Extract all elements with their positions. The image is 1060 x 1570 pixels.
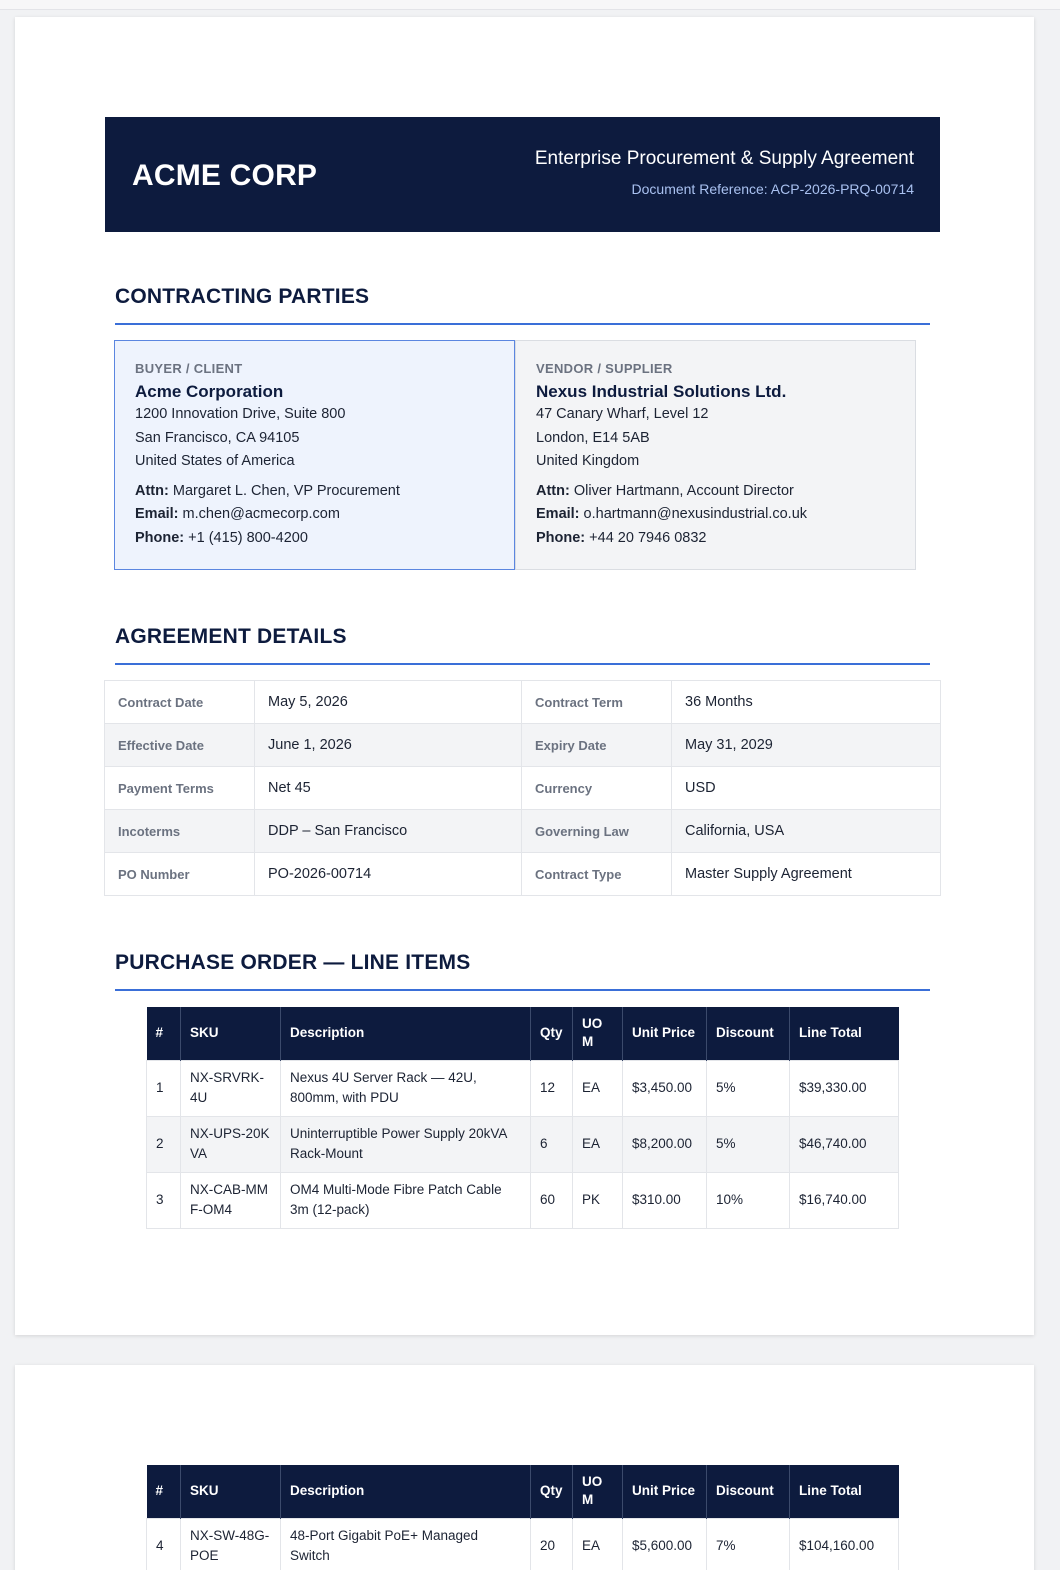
company-brand: ACME CORP bbox=[132, 159, 318, 192]
item-sku: NX-SRVRK-4U bbox=[181, 1060, 281, 1116]
buyer-address-line: United States of America bbox=[135, 453, 295, 469]
buyer-contact bbox=[135, 480, 494, 551]
item-discount: 5% bbox=[707, 1116, 790, 1172]
item-description: OM4 Multi-Mode Fibre Patch Cable 3m (12-pack) bbox=[281, 1172, 531, 1228]
item-line-total: $39,330.00 bbox=[790, 1060, 899, 1116]
line-items-table-continued bbox=[146, 1465, 899, 1570]
document-reference: Document Reference: ACP-2026-PRQ-00714 bbox=[631, 181, 914, 197]
col-header-unit-price: Unit Price bbox=[623, 1465, 707, 1518]
item-uom: PK bbox=[573, 1172, 623, 1228]
detail-value: DDP – San Francisco bbox=[255, 810, 522, 853]
col-header-description: Description bbox=[281, 1007, 531, 1060]
email-label: Email: bbox=[536, 506, 580, 522]
item-uom: EA bbox=[573, 1116, 623, 1172]
item-qty: 12 bbox=[531, 1060, 573, 1116]
detail-label: Expiry Date bbox=[522, 724, 672, 767]
item-discount: 10% bbox=[707, 1172, 790, 1228]
vendor-address-line: United Kingdom bbox=[536, 453, 640, 469]
phone-label: Phone: bbox=[135, 529, 185, 546]
section-title-details: AGREEMENT DETAILS bbox=[115, 625, 930, 665]
col-header-discount: Discount bbox=[707, 1007, 790, 1060]
vendor-email[interactable]: o.hartmann@nexusindustrial.co.uk bbox=[583, 506, 808, 522]
detail-label: Incoterms bbox=[105, 810, 255, 853]
details-row bbox=[105, 724, 941, 767]
buyer-email[interactable]: m.chen@acmecorp.com bbox=[182, 506, 340, 522]
detail-value: Net 45 bbox=[255, 767, 522, 810]
col-header-discount: Discount bbox=[707, 1465, 790, 1518]
item-unit-price: $3,450.00 bbox=[623, 1060, 707, 1116]
col-header-line-total: Line Total bbox=[790, 1007, 899, 1060]
details-row bbox=[105, 767, 941, 810]
buyer-phone: +1 (415) 800-4200 bbox=[188, 529, 308, 546]
item-uom: EA bbox=[573, 1060, 623, 1116]
detail-label: Governing Law bbox=[522, 810, 672, 853]
attn-label: Attn: bbox=[135, 482, 169, 499]
detail-value: California, USA bbox=[672, 810, 941, 853]
col-header-unit-price: Unit Price bbox=[623, 1007, 707, 1060]
vendor-card bbox=[515, 340, 916, 570]
header-banner bbox=[105, 117, 940, 232]
section-title-parties: CONTRACTING PARTIES bbox=[115, 285, 930, 325]
vendor-contact bbox=[536, 480, 895, 551]
line-item-row bbox=[147, 1116, 899, 1172]
details-row bbox=[105, 681, 941, 724]
item-number: 3 bbox=[147, 1172, 181, 1228]
detail-value: 36 Months bbox=[672, 681, 941, 724]
line-item-row bbox=[147, 1172, 899, 1228]
line-item-row bbox=[147, 1518, 899, 1570]
detail-label: Currency bbox=[522, 767, 672, 810]
buyer-card bbox=[114, 340, 515, 570]
buyer-address bbox=[135, 403, 494, 474]
detail-label: Effective Date bbox=[105, 724, 255, 767]
item-discount: 7% bbox=[707, 1518, 790, 1570]
item-sku: NX-UPS-20KVA bbox=[181, 1116, 281, 1172]
col-header-qty: Qty bbox=[531, 1007, 573, 1060]
detail-value: USD bbox=[672, 767, 941, 810]
col-header-sku: SKU bbox=[181, 1007, 281, 1060]
detail-label: Contract Type bbox=[522, 853, 672, 896]
vendor-role: VENDOR / SUPPLIER bbox=[536, 361, 673, 376]
detail-value: PO-2026-00714 bbox=[255, 853, 522, 896]
col-header-line-total: Line Total bbox=[790, 1465, 899, 1518]
item-qty: 60 bbox=[531, 1172, 573, 1228]
document-title: Enterprise Procurement & Supply Agreement bbox=[534, 148, 914, 169]
viewer-top-bar bbox=[0, 0, 1060, 10]
document-page-2 bbox=[15, 1365, 1034, 1570]
detail-value: May 5, 2026 bbox=[255, 681, 522, 724]
detail-value: Master Supply Agreement bbox=[672, 853, 941, 896]
email-label: Email: bbox=[135, 506, 179, 522]
item-line-total: $46,740.00 bbox=[790, 1116, 899, 1172]
line-items-header bbox=[147, 1465, 899, 1518]
section-title-line-items: PURCHASE ORDER — LINE ITEMS bbox=[115, 951, 930, 991]
col-header-description: Description bbox=[281, 1465, 531, 1518]
vendor-address-line: 47 Canary Wharf, Level 12 bbox=[536, 406, 709, 422]
attn-label: Attn: bbox=[536, 482, 570, 499]
phone-label: Phone: bbox=[536, 529, 586, 546]
item-sku: NX-SW-48G-POE bbox=[181, 1518, 281, 1570]
item-number: 1 bbox=[147, 1060, 181, 1116]
detail-label: PO Number bbox=[105, 853, 255, 896]
item-description: Uninterruptible Power Supply 20kVA Rack-Mount bbox=[281, 1116, 531, 1172]
item-line-total: $16,740.00 bbox=[790, 1172, 899, 1228]
vendor-name: Nexus Industrial Solutions Ltd. bbox=[536, 382, 787, 401]
col-header-qty: Qty bbox=[531, 1465, 573, 1518]
item-qty: 6 bbox=[531, 1116, 573, 1172]
item-unit-price: $310.00 bbox=[623, 1172, 707, 1228]
buyer-address-line: 1200 Innovation Drive, Suite 800 bbox=[135, 406, 346, 422]
col-header-uom: UOM bbox=[573, 1007, 623, 1060]
col-header-number: # bbox=[147, 1465, 181, 1518]
buyer-role: BUYER / CLIENT bbox=[135, 361, 243, 376]
line-item-row bbox=[147, 1060, 899, 1116]
item-description: 48-Port Gigabit PoE+ Managed Switch bbox=[281, 1518, 531, 1570]
col-header-number: # bbox=[147, 1007, 181, 1060]
vendor-phone: +44 20 7946 0832 bbox=[589, 529, 707, 546]
item-unit-price: $5,600.00 bbox=[623, 1518, 707, 1570]
vendor-address-line: London, E14 5AB bbox=[536, 429, 650, 446]
line-items-table bbox=[146, 1007, 899, 1229]
details-row bbox=[105, 853, 941, 896]
agreement-details-table bbox=[104, 680, 941, 896]
item-uom: EA bbox=[573, 1518, 623, 1570]
buyer-attn: Margaret L. Chen, VP Procurement bbox=[172, 482, 400, 499]
detail-value: June 1, 2026 bbox=[255, 724, 522, 767]
buyer-address-line: San Francisco, CA 94105 bbox=[135, 429, 300, 446]
item-qty: 20 bbox=[531, 1518, 573, 1570]
item-number: 2 bbox=[147, 1116, 181, 1172]
buyer-name: Acme Corporation bbox=[135, 382, 284, 401]
detail-label: Contract Date bbox=[105, 681, 255, 724]
col-header-sku: SKU bbox=[181, 1465, 281, 1518]
vendor-address bbox=[536, 403, 895, 474]
detail-label: Contract Term bbox=[522, 681, 672, 724]
detail-value: May 31, 2029 bbox=[672, 724, 941, 767]
line-items-header bbox=[147, 1007, 899, 1060]
col-header-uom: UOM bbox=[573, 1465, 623, 1518]
vendor-attn: Oliver Hartmann, Account Director bbox=[573, 482, 794, 499]
detail-label: Payment Terms bbox=[105, 767, 255, 810]
item-description: Nexus 4U Server Rack — 42U, 800mm, with PDU bbox=[281, 1060, 531, 1116]
details-row bbox=[105, 810, 941, 853]
item-sku: NX-CAB-MMF-OM4 bbox=[181, 1172, 281, 1228]
item-discount: 5% bbox=[707, 1060, 790, 1116]
item-line-total: $104,160.00 bbox=[790, 1518, 899, 1570]
document-page-1 bbox=[15, 17, 1034, 1335]
item-number: 4 bbox=[147, 1518, 181, 1570]
item-unit-price: $8,200.00 bbox=[623, 1116, 707, 1172]
